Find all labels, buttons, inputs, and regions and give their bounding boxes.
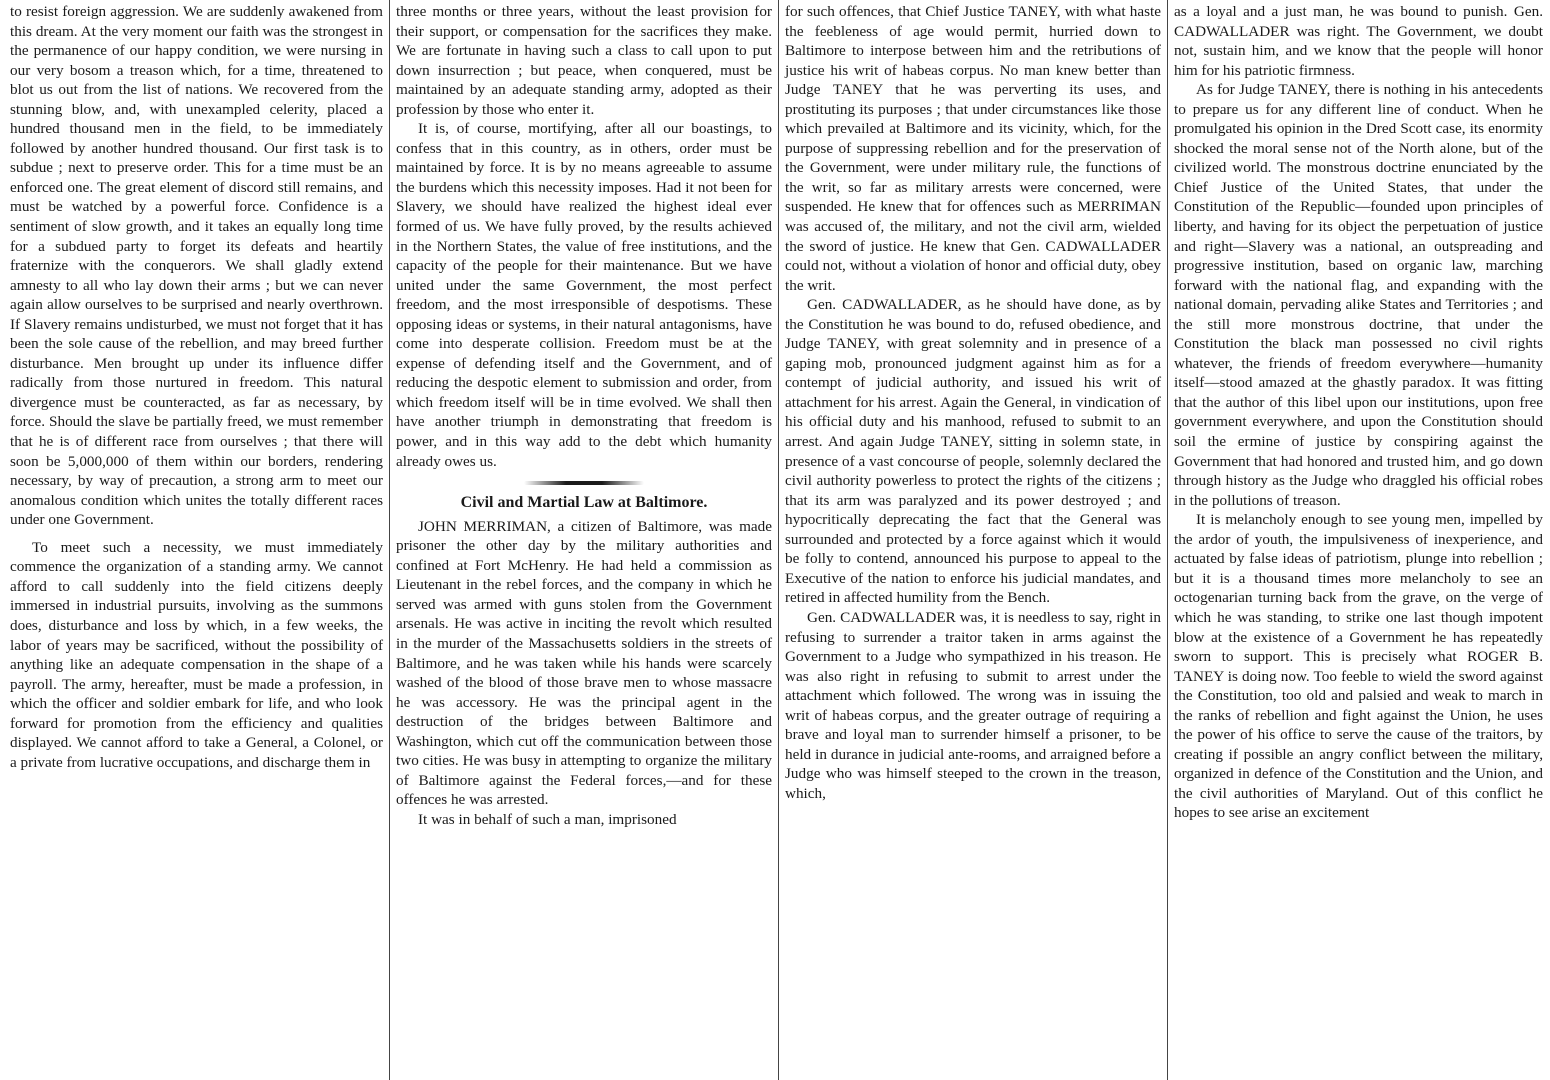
article-paragraph: It is melancholy enough to see young men, impelled by the ardor of youth, the impulsiveness of inexperience, and actuated by false ideas of patriotism, plunge into rebellion ; but it is a thousand times more melancholy to see an octogenarian turning back from the grave, on the verge of which he was standing, to strike one last though impotent blow at the existence of a Government he has repeatedly sworn to support. This is precisely what ROGER B. TANEY is doing now. Too feeble to wield the sword against the Constitution, too old and palsied and weak to march in the ranks of rebellion and fight against the Union, he uses the power of his office to serve the cause of the traitors, by creating if possible an angry conflict between the military, organized in defence of the Constitution and the Union, and the civil authorities of Maryland. Out of this conflict he hopes to see arise an excitement	[1174, 511, 1543, 822]
section-divider-ornament	[396, 481, 772, 485]
article-paragraph: It is, of course, mortifying, after all our boastings, to confess that in this country, as in others, order must be maintained by force. It is by no means agreeable to assume the burdens which this necessity imposes. Had it not been for Slavery, we should have realized the highest ideal ever formed of us. We have fully proved, by the results achieved in the Northern States, the value of free institutions, and the capacity of the people for their maintenance. But we have united under the same Government, the most perfect freedom, and the most irresponsible of despotisms. These opposing ideas or systems, in their natural antagonisms, have come into desperate collision. Freedom must be at the expense of defending itself and the Government, and of reducing the despotic element to submission and order, from which freedom itself will be in time evolved. We shall then have another triumph in demonstrating that freedom is power, and in this way add to the debt which humanity already owes us.	[396, 120, 772, 470]
article-paragraph: to resist foreign aggression. We are suddenly awakened from this dream. At the very moment our faith was the strongest in the permanence of our happy condition, we were nursing in our very bosom a treason which, for a time, threatened to blot us out from the list of nations. We recovered from the stunning blow, and, with unexampled celerity, placed a hundred thousand men in the field, to be immediately followed by another hundred thousand. Our first task is to subdue ; next to preserve order. This for a time must be an enforced one. The great element of discord still remains, and must be watched by a powerful force. Confidence is a sentiment of slow growth, and it takes an equally long time for a subdued party to forget its defeats and heartily fraternize with the conquerors. We shall gladly extend amnesty to all who lay down their arms ; but we can never again allow ourselves to be surprised and nearly overthrown. If Slavery remains undisturbed, we must not forget that it has been the sole cause of the rebellion, and may breed further disturbance. Men brought up under its influence differ radically from those nurtured in freedom. This natural divergence must be counteracted, as far as necessary, by force. Should the slave be partially freed, we must remember that he is of different race from ourselves ; that there will soon be 5,000,000 of them within our borders, rendering necessary, by way of precaution, a strong arm to meet our anomalous condition which unites the totally different races under one Government.	[10, 3, 383, 529]
article-paragraph: as a loyal and a just man, he was bound to punish. Gen. CADWALLADER was right. The Government, we doubt not, sustain him, and we know that the people will honor him for his patriotic firmness.	[1174, 3, 1543, 79]
paragraph-gap	[10, 530, 383, 538]
column-2	[390, 0, 778, 1080]
article-paragraph: As for Judge TANEY, there is nothing in his antecedents to prepare us for any different line of conduct. When he promulgated his opinion in the Dred Scott case, its enormity shocked the moral sense not of the North alone, but of the civilized world. The monstrous doctrine enunciated by the Chief Justice of the United States, that under the Constitution of the Republic—founded upon principles of liberty, and having for its object the perpetuation of justice and right—Slavery was a national, an outspreading and progressive institution, based on organic law, marching forward with the national flag, and expanding with the national domain, pervading alike States and Territories ; and the still more monstrous doctrine, that under the Constitution the black man possessed no civil rights whatever, the friends of freedom everywhere—humanity itself—stood amazed at the ghastly paradox. It was fitting that the author of this libel upon our institutions, upon free government everywhere, and upon the Constitution should soil the ermine of justice by conspiring against the Government that had honored and trusted him, and go down through history as the Judge who draggled his official robes in the pollutions of treason.	[1174, 81, 1543, 509]
article-paragraph: JOHN MERRIMAN, a citizen of Baltimore, was made prisoner the other day by the military authorities and confined at Fort McHenry. He had held a commission as Lieutenant in the rebel forces, and the company in which he served was armed with guns stolen from the Government arsenals. He was active in inciting the revolt which resulted in the murder of the Massachusetts soldiers in the streets of Baltimore, and he was taken while his hands were scarcely washed of the blood of those brave men to whose massacre he was accessory. He was the principal agent in the destruction of the bridges between Baltimore and Washington, which cut off the communication between those two cities. He was busy in attempting to organize the military of Baltimore against the Federal forces,—and for these offences he was arrested.	[396, 517, 772, 809]
column-1	[4, 0, 389, 1080]
article-paragraph: for such offences, that Chief Justice TANEY, with what haste the feebleness of age would permit, hurried down to Baltimore to interpose between him and the retributions of justice his writ of habeas corpus. No man knew better than Judge TANEY that he was perverting its uses, and prostituting its purposes ; that under circumstances like those which prevailed at Baltimore and its vicinity, which, for the purpose of suppressing rebellion and for the preservation of the Government, were under military rule, the functions of the writ, so far as military arrests were concerned, were suspended. He knew that for offences such as MERRIMAN was accused of, the military, and not the civil arm, wielded the sword of justice. He knew that Gen. CADWALLADER could not, without a violation of honor and official duty, obey the writ.	[785, 3, 1161, 294]
article-paragraph: three months or three years, without the least provision for their support, or compensation for the sacrifices they make. We are fortunate in having such a class to call upon to put down insurrection ; but peace, when conquered, must be maintained by an adequate standing army, adopted as their profession by those who enter it.	[396, 3, 772, 118]
divider-line	[524, 481, 644, 485]
article-paragraph: Gen. CADWALLADER was, it is needless to say, right in refusing to surrender a traitor taken in arms against the Government to a Judge who sympathized in his treason. He was also right in refusing to submit to arrest under the attachment which followed. The wrong was in issuing the writ of habeas corpus, and the greater outrage of requiring a brave and loyal man to surrender himself a prisoner, to be held in durance in judicial ante-rooms, and arraigned before a Judge who was himself steeped to the crown in the treason, which,	[785, 608, 1161, 802]
column-4	[1168, 0, 1549, 1080]
article-paragraph: It was in behalf of such a man, imprisoned	[418, 810, 677, 828]
article-paragraph: Gen. CADWALLADER, as he should have done, as by the Constitution he was bound to do, refused obedience, and Judge TANEY, with great solemnity and in presence of a gaping mob, pronounced judgment against him as for a contempt of judicial authority, and issued his writ of attachment for his arrest. Again the General, in vindication of his official duty and his manhood, refused to submit to an arrest. And again Judge TANEY, sitting in solemn state, in presence of a vast concourse of people, solemnly declared the civil authority powerless to protect the rights of the citizens ; that its arm was paralyzed and its power destroyed ; and hypocritically deprecating the fact that the General was surrounded and protected by a force against which it would be folly to contend, announced his purpose to appeal to the Executive of the nation to enforce his judicial mandates, and retired in affected humility from the Bench.	[785, 296, 1161, 607]
article-paragraph: To meet such a necessity, we must immediately commence the organization of a standing army. We cannot afford to call suddenly into the field citizens deeply immersed in industrial pursuits, involving as the summons does, disturbance and loss by which, in a few weeks, the labor of years may be sacrificed, without the possibility of anything like an adequate compensation in the shape of a payroll. The army, hereafter, must be made a profession, in which the officer and soldier embark for life, and who look forward for promotion from the efficiency and qualities displayed. We cannot afford to take a General, a Colonel, or a private from lucrative occupations, and discharge them in	[10, 538, 383, 771]
column-3	[779, 0, 1167, 1080]
article-headline: Civil and Martial Law at Baltimore.	[460, 494, 708, 512]
